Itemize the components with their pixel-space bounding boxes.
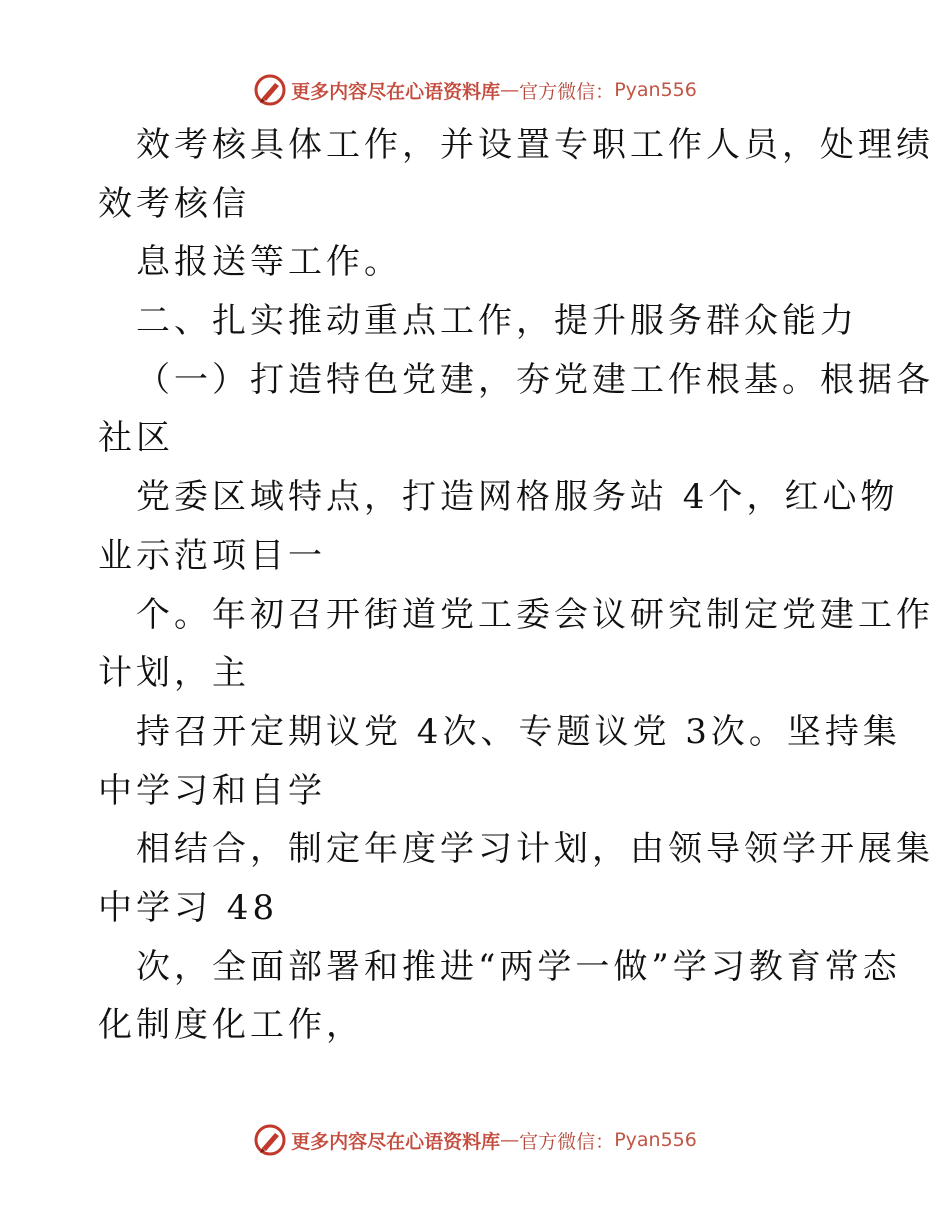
body-line: 效考核信 <box>98 183 250 224</box>
body-line: 社区 <box>98 418 174 459</box>
body-line: 中学习 48 <box>98 887 279 928</box>
watermark-official-label: 官方微信： <box>519 80 615 103</box>
body-line: 息报送等工作。 <box>136 242 402 283</box>
body-line: 次，全面部署和推进“两学一做”学习教育常态 <box>136 946 901 987</box>
body-line: 个。年初召开街道党工委会议研究制定党建工作 <box>136 594 934 635</box>
watermark-wechat-id: Pyan556 <box>614 79 697 101</box>
watermark-dash: — <box>500 1129 520 1151</box>
watermark-main-text: 更多内容尽在心语资料库 <box>291 80 501 103</box>
header-watermark <box>0 70 950 110</box>
body-line: 效考核具体工作，并设置专职工作人员，处理绩 <box>136 125 934 165</box>
body-line: 业示范项目一 <box>98 535 326 576</box>
pen-logo-icon <box>253 1123 287 1157</box>
body-line: 计划，主 <box>98 653 250 694</box>
footer-watermark <box>0 1120 950 1160</box>
body-line: 化制度化工作， <box>98 1005 364 1046</box>
watermark-dash: — <box>500 79 520 101</box>
body-line: 中学习和自学 <box>98 770 326 811</box>
section-heading: 二、扎实推动重点工作，提升服务群众能力 <box>136 301 858 342</box>
document-body <box>98 116 934 1055</box>
watermark-official-label: 官方微信： <box>519 1130 615 1153</box>
body-line: （一）打造特色党建，夯党建工作根基。根据各 <box>136 359 934 400</box>
body-line: 相结合，制定年度学习计划，由领导领学开展集 <box>136 829 934 870</box>
pen-logo-icon <box>253 73 287 107</box>
body-line: 持召开定期议党 4次、专题议党 3次。坚持集 <box>136 711 901 752</box>
watermark-wechat-id: Pyan556 <box>614 1129 697 1151</box>
body-line: 党委区域特点，打造网格服务站 4个，红心物 <box>136 477 899 518</box>
watermark-main-text: 更多内容尽在心语资料库 <box>291 1130 501 1153</box>
